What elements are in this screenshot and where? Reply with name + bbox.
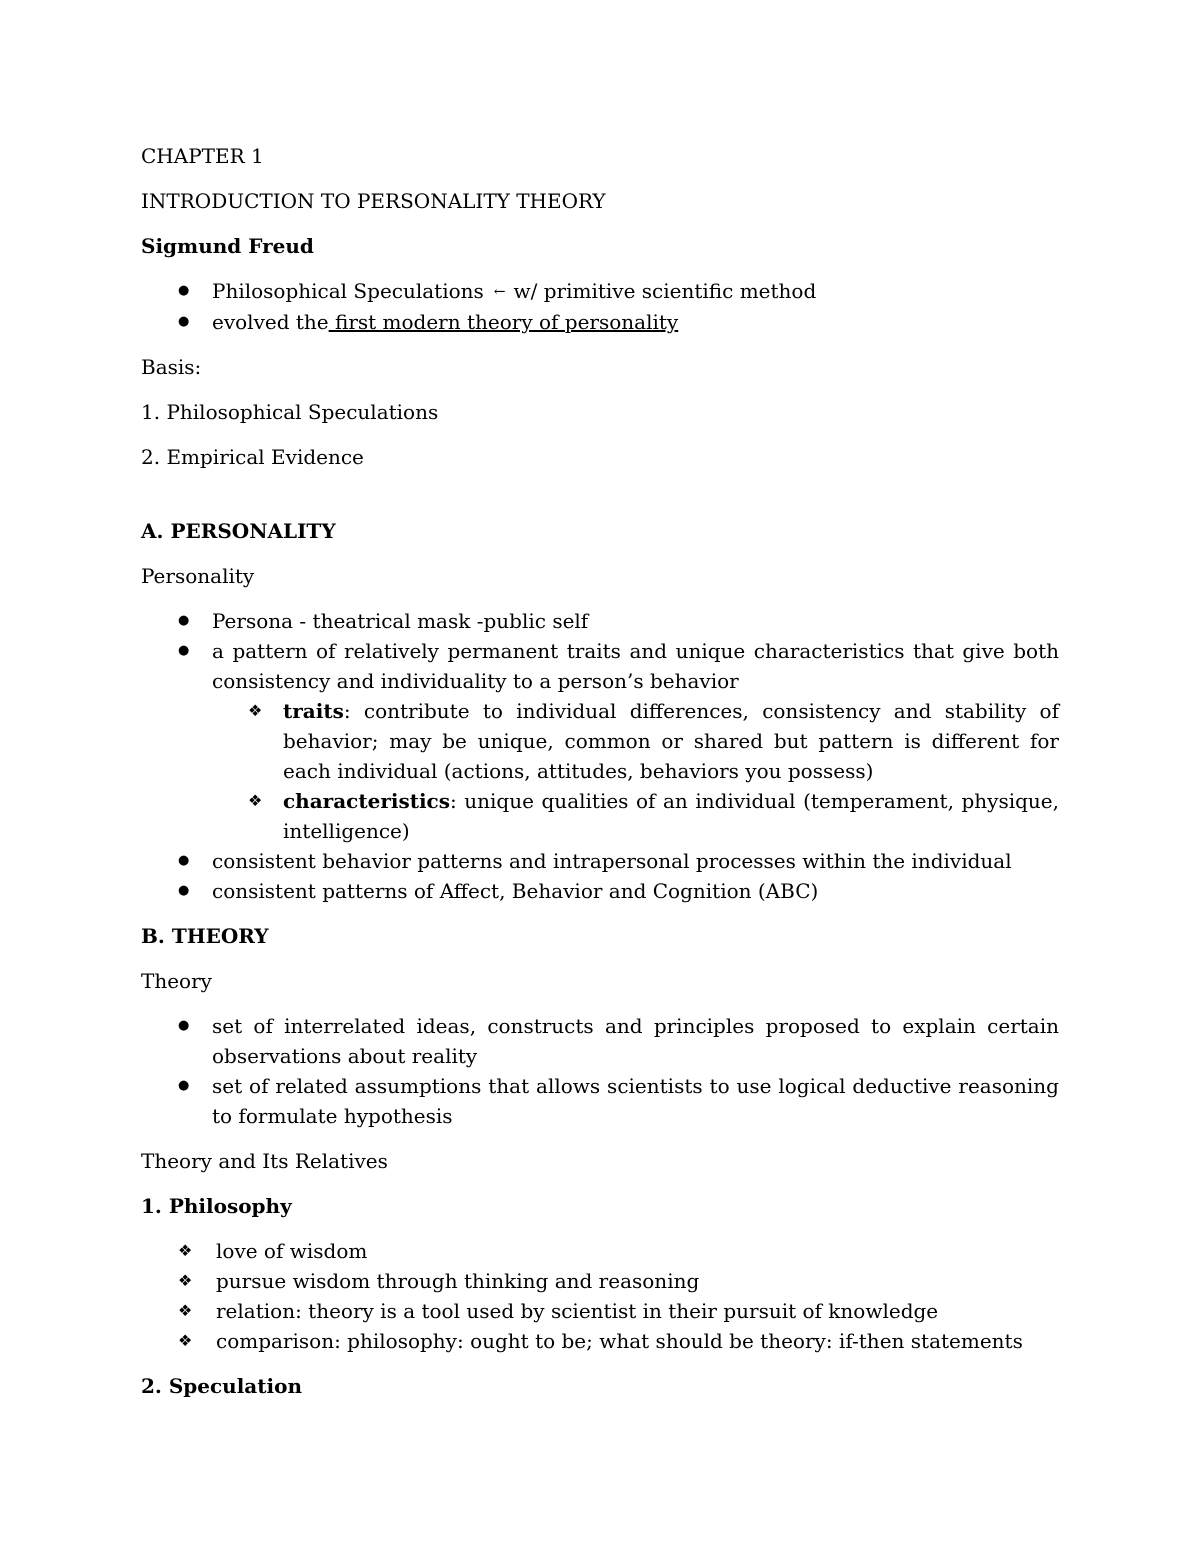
list-item: ● set of related assumptions that allows scientists to use logical deductive reasoning to formulate hypothesis bbox=[141, 1071, 1059, 1131]
relatives-label: Theory and Its Relatives bbox=[141, 1149, 388, 1173]
list-item: ❖ comparison: philosophy: ought to be; what should be theory: if-then statements bbox=[141, 1326, 1059, 1356]
list-item: ● Persona - theatrical mask -public self bbox=[141, 606, 1059, 636]
bullet-icon: ● bbox=[178, 314, 190, 329]
chapter-label: CHAPTER 1 bbox=[141, 144, 264, 168]
diamond-icon: ❖ bbox=[178, 1301, 193, 1320]
list-item: ● consistent patterns of Affect, Behavior and Cognition (ABC) bbox=[141, 876, 1059, 906]
list-item: ● Philosophical Speculations ← w/ primitive scientific method bbox=[141, 276, 1059, 307]
personality-list bbox=[141, 606, 1059, 906]
list-item: ● consistent behavior patterns and intrapersonal processes within the individual bbox=[141, 846, 1059, 876]
philosophy-heading: 1. Philosophy bbox=[141, 1194, 292, 1218]
list-item: ● evolved the first modern theory of personality bbox=[141, 307, 1059, 337]
section-a-label: Personality bbox=[141, 564, 255, 588]
diamond-icon: ❖ bbox=[248, 701, 263, 720]
list-item: ● set of interrelated ideas, constructs and principles proposed to explain certain observations about reality bbox=[141, 1011, 1059, 1071]
personality-sublist bbox=[212, 696, 1059, 846]
list-item: ❖ traits: contribute to individual differences, consistency and stability of behavior; may be unique, common or shared but pattern is different for each individual (actions, attitudes, behaviors you possess) bbox=[141, 696, 1059, 786]
document-content bbox=[141, 141, 1059, 1401]
freud-list bbox=[141, 276, 1059, 337]
bullet-icon: ● bbox=[178, 613, 190, 628]
bullet-icon: ● bbox=[178, 283, 190, 298]
bullet-icon: ● bbox=[178, 1018, 190, 1033]
bullet-icon: ● bbox=[178, 1078, 190, 1093]
list-item: ● a pattern of relatively permanent traits and unique characteristics that give both consistency and individuality to a person’s behavior ❖ traits: contribute to individual differences, consistency and stability of behavior; may be unique, common or shared but pattern is different for each individual (actions, attitudes, behaviors you possess) ❖ characteristics: unique qualities of an individual (temperament, physique, intelligence) bbox=[141, 636, 1059, 846]
chapter-title: INTRODUCTION TO PERSONALITY THEORY bbox=[141, 189, 606, 213]
diamond-icon: ❖ bbox=[178, 1241, 193, 1260]
list-item: ❖ love of wisdom bbox=[141, 1236, 1059, 1266]
list-item: ❖ relation: theory is a tool used by scientist in their pursuit of knowledge bbox=[141, 1296, 1059, 1326]
section-b-heading: B. THEORY bbox=[141, 924, 269, 948]
speculation-heading: 2. Speculation bbox=[141, 1374, 302, 1398]
arrow-left-icon: ← bbox=[493, 284, 506, 300]
bullet-icon: ● bbox=[178, 643, 190, 658]
basis-item: 2. Empirical Evidence bbox=[141, 445, 364, 469]
philosophy-list bbox=[141, 1236, 1059, 1356]
diamond-icon: ❖ bbox=[248, 791, 263, 810]
bullet-icon: ● bbox=[178, 883, 190, 898]
basis-label: Basis: bbox=[141, 355, 202, 379]
author-heading: Sigmund Freud bbox=[141, 234, 314, 258]
section-a-heading: A. PERSONALITY bbox=[141, 519, 336, 543]
diamond-icon: ❖ bbox=[178, 1331, 193, 1350]
bullet-icon: ● bbox=[178, 853, 190, 868]
basis-item: 1. Philosophical Speculations bbox=[141, 400, 439, 424]
list-item: ❖ pursue wisdom through thinking and reasoning bbox=[141, 1266, 1059, 1296]
section-b-label: Theory bbox=[141, 969, 212, 993]
list-item: ❖ characteristics: unique qualities of an individual (temperament, physique, intelligence) bbox=[141, 786, 1059, 846]
underlined-phrase: first modern theory of personality bbox=[328, 310, 679, 334]
diamond-icon: ❖ bbox=[178, 1271, 193, 1290]
theory-list bbox=[141, 1011, 1059, 1131]
